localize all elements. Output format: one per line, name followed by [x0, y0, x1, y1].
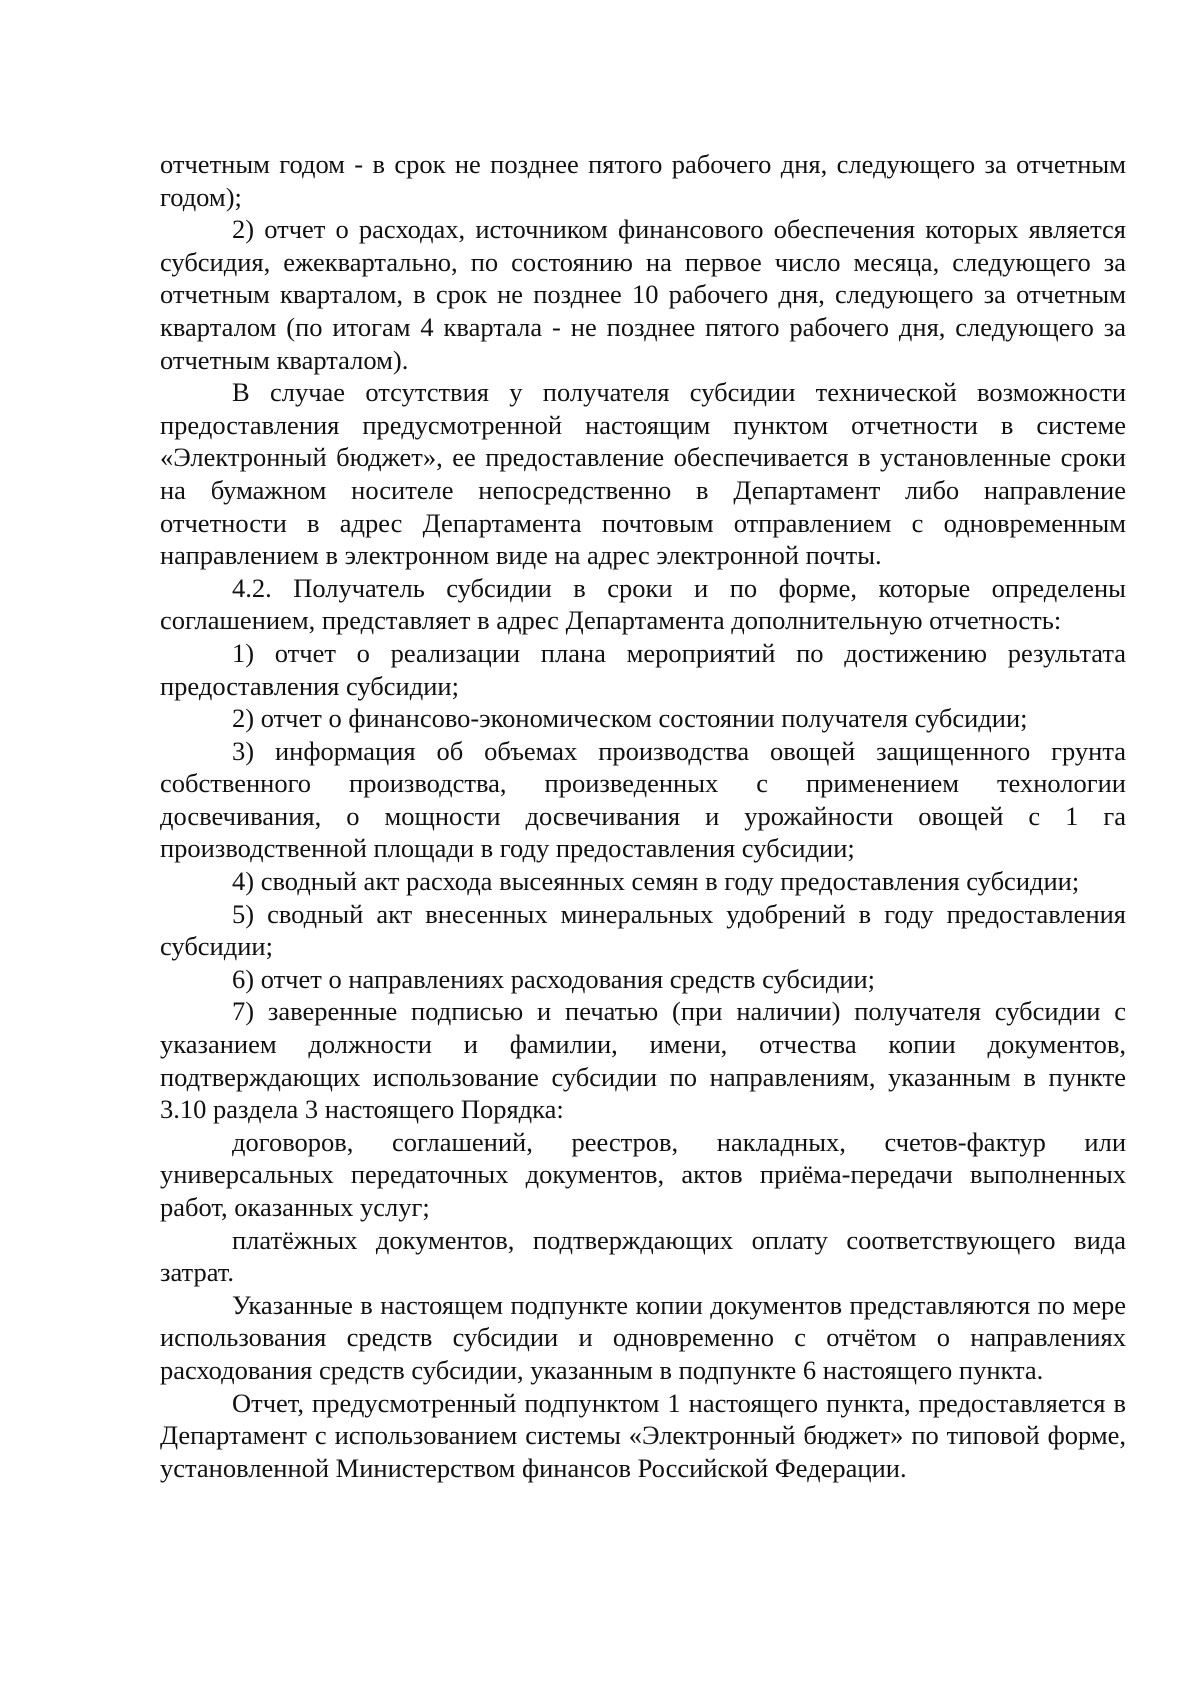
paragraph-item-4: 4) сводный акт расхода высеянных семян в году предоставления субсидии; — [232, 866, 1080, 897]
paragraph-continuation-annual-report: отчетным годом - в срок не позднее пятого рабочего дня, следующего за отчетным годом); — [160, 149, 1126, 212]
paragraph-clause-4-2: 4.2. Получатель субсидии в сроки и по форме, которые определены соглашением, представляет в адрес Департамента дополнительную отчетность: — [160, 572, 1126, 636]
document-body — [160, 148, 1126, 1484]
paragraph-item-6: 6) отчет о направлениях расходования средств субсидии; — [232, 963, 876, 994]
paragraph-item-7: 7) заверенные подписью и печатью (при наличии) получателя субсидии с указанием должности и фамилии, имени, отчества копии документов, подтверждающих использование субсидии по направлениям, указанным в пункте 3.10 раздела 3 настоящего Порядка: — [160, 996, 1126, 1125]
paragraph-report-electronic-budget: Отчет, предусмотренный подпунктом 1 настоящего пункта, предоставляется в Департамент с использованием системы «Электронный бюджет» по типовой форме, установленной Министерством финансов Российской Федерации. — [160, 1387, 1126, 1483]
paragraph-item-5: 5) сводный акт внесенных минеральных удобрений в году предоставления субсидии; — [160, 898, 1126, 962]
paragraph-item-1: 1) отчет о реализации плана мероприятий по достижению результата предоставления субсидии; — [160, 637, 1126, 701]
paragraph-item-3: 3) информация об объемах производства овощей защищенного грунта собственного производства, произведенных с применением технологии досвечивания, о мощности досвечивания и урожайности овощей с 1 га производственной площади в году предоставления субсидии; — [160, 735, 1126, 864]
paragraph-expense-report: 2) отчет о расходах, источником финансового обеспечения которых является субсидия, ежеквартально, по состоянию на первое число месяца, следующего за отчетным кварталом, в срок не позднее 10 рабочего дня, следующего за отчетным кварталом (по итогам 4 квартала - не позднее пятого рабочего дня, следующего за отчетным кварталом). — [160, 214, 1126, 375]
paragraph-no-technical-capability: В случае отсутствия у получателя субсидии технической возможности предоставления предусмотренной настоящим пунктом отчетности в системе «Электронный бюджет», ее предоставление обеспечивается в установленные сроки на бумажном носителе непосредственно в Департамент либо направление отчетности в адрес Департамента почтовым отправлением с одновременным направлением в электронном виде на адрес электронной почты. — [160, 377, 1126, 571]
paragraph-item-7-payments: платёжных документов, подтверждающих оплату соответствующего вида затрат. — [160, 1224, 1126, 1288]
paragraph-item-7-contracts: договоров, соглашений, реестров, накладных, счетов-фактур или универсальных передаточных документов, актов приёма-передачи выполненных работ, оказанных услуг; — [160, 1126, 1126, 1222]
paragraph-item-2: 2) отчет о финансово-экономическом состоянии получателя субсидии; — [232, 703, 1028, 734]
paragraph-copies-submission: Указанные в настоящем подпункте копии документов представляются по мере использования средств субсидии и одновременно с отчётом о направлениях расходования средств субсидии, указанным в подпункте 6 настоящего пункта. — [160, 1289, 1126, 1385]
